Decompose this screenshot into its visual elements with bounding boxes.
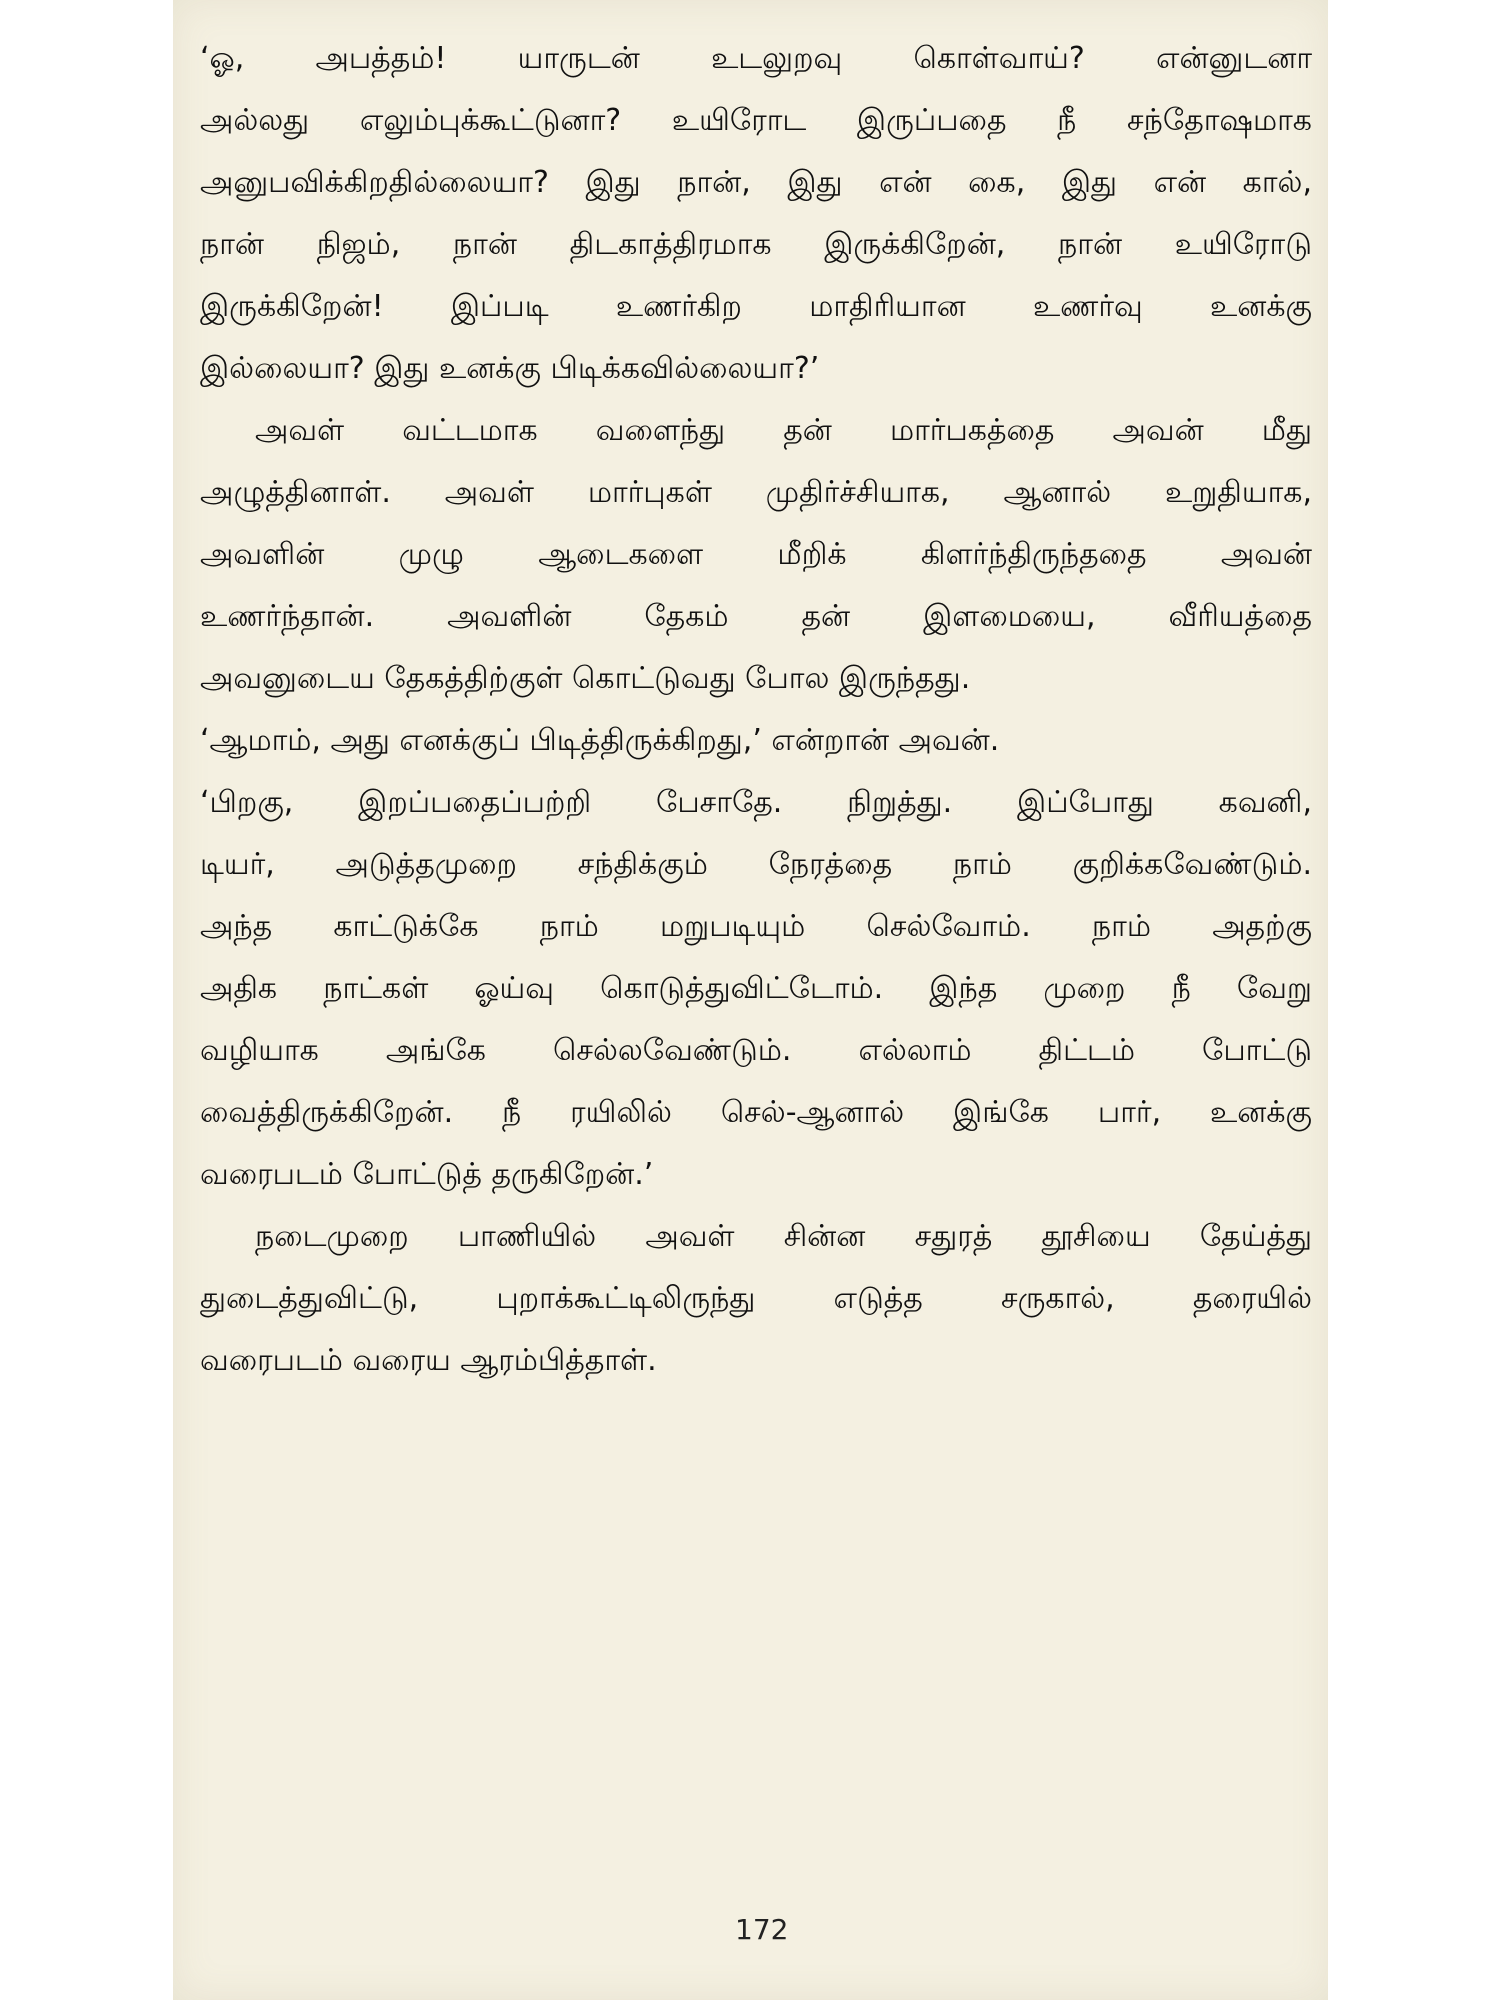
paragraph: [200, 28, 1312, 400]
text-line: அவளின் முழு ஆடைகளை மீறிக் கிளர்ந்திருந்ததை அவன்: [200, 537, 1312, 572]
paragraph: [200, 710, 1312, 772]
text-line: வரைபடம் வரைய ஆரம்பித்தாள்.: [200, 1343, 657, 1378]
text-line: ‘பிறகு, இறப்பதைப்பற்றி பேசாதே. நிறுத்து. இப்போது கவனி,: [200, 785, 1312, 820]
text-line: நான் நிஜம், நான் திடகாத்திரமாக இருக்கிறேன், நான் உயிரோடு: [200, 227, 1312, 262]
text-line: அந்த காட்டுக்கே நாம் மறுபடியும் செல்வோம். நாம் அதற்கு: [200, 909, 1312, 944]
text-line: அவனுடைய தேகத்திற்குள் கொட்டுவது போல இருந்தது.: [200, 661, 971, 696]
text-line: அழுத்தினாள். அவள் மார்புகள் முதிர்ச்சியாக, ஆனால் உறுதியாக,: [200, 475, 1312, 510]
text-line: டியர், அடுத்தமுறை சந்திக்கும் நேரத்தை நாம் குறிக்கவேண்டும்.: [200, 847, 1312, 882]
text-line: வைத்திருக்கிறேன். நீ ரயிலில் செல்-ஆனால் இங்கே பார், உனக்கு: [200, 1095, 1312, 1130]
text-line: அனுபவிக்கிறதில்லையா? இது நான், இது என் கை, இது என் கால்,: [200, 165, 1312, 200]
paragraph: [200, 1206, 1312, 1392]
text-line: இல்லையா? இது உனக்கு பிடிக்கவில்லையா?’: [200, 351, 820, 386]
text-line: இருக்கிறேன்! இப்படி உணர்கிற மாதிரியான உணர்வு உனக்கு: [200, 289, 1312, 324]
text-line: நடைமுறை பாணியில் அவள் சின்ன சதுரத் தூசியை தேய்த்து: [255, 1219, 1312, 1254]
text-line: ‘ஆமாம், அது எனக்குப் பிடித்திருக்கிறது,’ என்றான் அவன்.: [200, 723, 1000, 758]
text-line: அதிக நாட்கள் ஓய்வு கொடுத்துவிட்டோம். இந்த முறை நீ வேறு: [200, 971, 1312, 1006]
text-line: அல்லது எலும்புக்கூட்டுனா? உயிரோட இருப்பதை நீ சந்தோஷமாக: [200, 103, 1312, 138]
text-line: உணர்ந்தான். அவளின் தேகம் தன் இளமையை, வீரியத்தை: [200, 599, 1312, 634]
text-line: வரைபடம் போட்டுத் தருகிறேன்.’: [200, 1157, 654, 1192]
page-number: 172: [735, 1913, 789, 1946]
paragraph: [200, 400, 1312, 710]
text-line: துடைத்துவிட்டு, புறாக்கூட்டிலிருந்து எடுத்த சருகால், தரையில்: [200, 1281, 1312, 1316]
text-line: ‘ஓ, அபத்தம்! யாருடன் உடலுறவு கொள்வாய்? என்னுடனா: [200, 41, 1312, 76]
body-text: [200, 28, 1312, 1392]
text-line: அவள் வட்டமாக வளைந்து தன் மார்பகத்தை அவன் மீது: [255, 413, 1312, 448]
paragraph: [200, 772, 1312, 1206]
text-line: வழியாக அங்கே செல்லவேண்டும். எல்லாம் திட்டம் போட்டு: [200, 1033, 1312, 1068]
